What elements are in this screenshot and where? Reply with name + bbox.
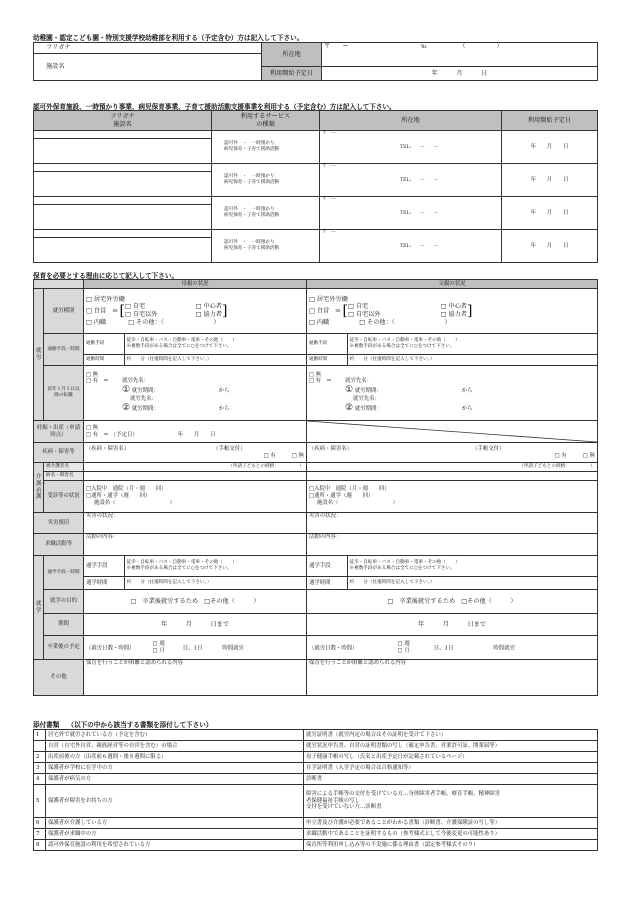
father-school-commute[interactable]: 通学手段 徒歩・自転車・バス・自動車・電車・その他（ ） ※複数手段がある場合は全てに○をつけて下さい。 通学時間 約 分（往復時間を記入して下さい。）: [307, 556, 598, 590]
father-care-name[interactable]: （申請子どもとの続柄： ）: [307, 463, 598, 472]
facility-name-field[interactable]: [34, 139, 212, 164]
service-type-choice[interactable]: 認可外 ・ 一時預かり 病児保育・子育て援助活動: [212, 197, 320, 230]
location-label: 所在地: [262, 43, 322, 67]
father-pregnancy-na: [307, 421, 598, 443]
h-furigana-name: フリガナ 施設名: [34, 111, 212, 131]
prior-work-label: 前年１月１日以降の転職: [44, 366, 84, 421]
attachment-row: 8 認可外保育施設の利用を希望されている方 保育所等利用申し込み等の不実施に係る理由書（認定参考様式その９）: [34, 840, 598, 851]
father-purpose[interactable]: □ 卒業後就労するため □その他（ ）: [307, 590, 598, 614]
start-date-field[interactable]: 年 月 日: [502, 164, 598, 197]
attachment-row: 7 保護者が求職中の方 求職活動中であることを証明するもの（参考様式として今後変更の可能性あり）: [34, 829, 598, 840]
others-label: その他: [34, 660, 84, 696]
mother-illness[interactable]: （疾病・障害名） （手帳交付） □ 有 □ 無: [84, 443, 307, 463]
service-type-choice[interactable]: 認可外 ・ 一時預かり 病児保育・子育て援助活動: [212, 230, 320, 263]
h-start: 利用開始予定日: [502, 111, 598, 131]
care-label: 介護・看護: [34, 463, 44, 513]
h-service: 利用するサービス の種類: [212, 111, 320, 131]
mother-care-name[interactable]: （申請子どもとの続柄： ）: [84, 463, 307, 472]
start-date-field[interactable]: 年 月 日: [502, 131, 598, 164]
attachments-title: 添付書類 （以下の中から該当する書類を添付して下さい）: [33, 721, 213, 729]
mother-commute[interactable]: 通勤手段 徒歩・自転車・バス・自動車・電車・その他（ ） ※複数手段がある場合は全てに○をつけて下さい。 通勤時間 約 分（往復時間を記入して下さい。）: [84, 334, 307, 366]
facility-name-field[interactable]: [34, 172, 212, 197]
father-care-status[interactable]: □入院中 通院（月・週 回） □通所・通学（週 回） 施設名（ ）: [307, 481, 598, 513]
father-commute[interactable]: 通勤手段 徒歩・自転車・バス・自動車・電車・その他（ ） ※複数手段がある場合は全てに○をつけて下さい。 通勤時間 約 分（往復時間を記入して下さい。）: [307, 334, 598, 366]
illness-label: 疾病・障害等: [34, 443, 84, 463]
father-illness[interactable]: （疾病・障害名） （手帳交付） □ 有 □ 無: [307, 443, 598, 463]
father-prior-work[interactable]: □ 無 □ 有 ⇒ 就労先名： ① 就労期間： から 就労先名： ② 就労期間： から: [307, 366, 598, 421]
father-others[interactable]: 保育を行うことが困難と認められる内容: [307, 660, 598, 696]
mother-prior-work[interactable]: □ 無 □ 有 ⇒ 就労先名： ① 就労期間： から 就労先名： ② 就労期間： から: [84, 366, 307, 421]
school-label: 就学: [34, 556, 44, 660]
attachment-row: 4 保護者が病気の方 診断書: [34, 774, 598, 785]
father-header: 父親の状況: [307, 280, 598, 289]
mother-care-disease[interactable]: [84, 472, 307, 481]
mother-care-status[interactable]: □入院中 通院（月・週 回） □通所・通学（週 回） 施設名（ ）: [84, 481, 307, 513]
reason-section-title: 保育を必要とする理由に応じて記入して下さい。: [33, 272, 179, 280]
start-date-field[interactable]: 年 月 日: [502, 230, 598, 263]
care-name-label: 被介護者名: [44, 463, 84, 472]
furigana-field[interactable]: [34, 197, 212, 205]
mother-disaster[interactable]: 災害の状況：: [84, 513, 307, 534]
furigana-field[interactable]: [34, 230, 212, 238]
disaster-label: 災害復旧: [34, 513, 84, 534]
attachments-table: [33, 729, 598, 851]
location-field[interactable]: 〒 ー TEL: ー ー: [320, 131, 502, 164]
start-date-field[interactable]: 年 月 日: [502, 197, 598, 230]
start-date-field[interactable]: 年 月 日: [322, 67, 598, 81]
work-type-label: 就労種別: [44, 289, 84, 334]
location-field[interactable]: [322, 43, 598, 67]
tel-paren: （ ）: [459, 43, 503, 50]
mother-work-type[interactable]: □ 居宅外労働 □ 自営 ⇒ [□ 自宅 □ 自宅以外□ 中心者 □ 協力者] □ 内職 □ その他：（ ）: [84, 289, 307, 334]
kindergarten-table: [33, 42, 598, 81]
attachment-row: 1 居宅外で就労されている方（予定を含む） 就労証明書（就労内定の場合はその証明を受けて下さい）: [34, 730, 598, 741]
work-label: 就労: [34, 289, 44, 421]
furigana-label: フリガナ: [34, 43, 262, 54]
postal-mark: 〒 ー: [324, 43, 349, 50]
unlicensed-row: [34, 131, 598, 164]
attachment-row: 自営（自宅外自営、親族経営等の自営を含む）の場合 就労状況申告書、自営の証明書類の写し（確定申告書、営業許可証、開業届等）: [34, 741, 598, 752]
mother-others[interactable]: 保育を行うことが困難と認められる内容: [84, 660, 307, 696]
father-after-grad[interactable]: （就労日数・時間）□ 週 □ 月 日、1日 時間就労: [307, 636, 598, 660]
unlicensed-section-title: 認可外保育施設、一時預かり事業、病児保育事業、子育て援助活動支援事業を利用する（予定含む）方は記入して下さい。: [33, 103, 396, 111]
mother-pregnancy[interactable]: □ 無 □ 有 ⇒ （予定日） 年 月 日: [84, 421, 307, 443]
father-disaster[interactable]: 災害の状況：: [307, 513, 598, 534]
father-period[interactable]: 年 月 日まで: [307, 614, 598, 636]
reason-table: [33, 279, 598, 696]
purpose-label: 就学の目的: [44, 590, 84, 614]
father-jobhunt[interactable]: 活動の内容：: [307, 534, 598, 556]
unlicensed-row: [34, 197, 598, 230]
mother-after-grad[interactable]: （就労日数・時間）□ 週 □ 月 日、1日 時間就労: [84, 636, 307, 660]
location-field[interactable]: 〒 ー TEL: ー ー: [320, 164, 502, 197]
location-field[interactable]: 〒 ー TEL: ー ー: [320, 230, 502, 263]
attachment-row: 3 保護者が学校に在学中の方 在学証明書（入学予定の場合は合格通知等）: [34, 763, 598, 774]
after-grad-label: 卒業後の予定: [44, 636, 84, 660]
kindergarten-section-title: 幼稚園・認定こども園・特別支援学校幼稚部を利用する（予定含む）方は記入して下さい。: [33, 34, 304, 42]
father-work-type[interactable]: □ 居宅外労働 □ 自営 ⇒ [□ 自宅 □ 自宅以外□ 中心者 □ 協力者] □ 内職 □ その他：（ ）: [307, 289, 598, 334]
attachment-row: 6 保護者が介護している方 申立書及び介護が必要であることがわかる書類（診断書、介護保険証の写し等）: [34, 818, 598, 829]
commute-label: 通勤手段・時間: [44, 334, 84, 366]
jobhunt-label: 求職活動等: [34, 534, 84, 556]
h-location: 所在地: [320, 111, 502, 131]
care-status-label: 受診等の状況: [44, 481, 84, 513]
facility-name-field[interactable]: [34, 54, 262, 81]
period-label: 期間: [44, 614, 84, 636]
facility-name-label: 施設名: [46, 63, 65, 71]
service-type-choice[interactable]: 認可外 ・ 一時預かり 病児保育・子育て援助活動: [212, 131, 320, 164]
facility-name-field[interactable]: [34, 238, 212, 263]
location-field[interactable]: 〒 ー TEL: ー ー: [320, 197, 502, 230]
school-commute-label: 通学手段・時間: [44, 556, 84, 590]
father-care-disease[interactable]: [307, 472, 598, 481]
facility-name-field[interactable]: [34, 205, 212, 230]
furigana-field[interactable]: [34, 131, 212, 139]
start-date-label: 利用開始予定日: [262, 67, 322, 81]
furigana-field[interactable]: [34, 164, 212, 172]
mother-school-commute[interactable]: 通学手段 徒歩・自転車・バス・自動車・電車・その他（ ） ※複数手段がある場合は全てに○をつけて下さい。 通学時間 約 分（往復時間を記入して下さい。）: [84, 556, 307, 590]
pregnancy-label: 妊娠・出産（申請時点）: [34, 421, 84, 443]
attachment-row: 2 出産前後の方（出産前６週間・後８週間に限る） 母子健康手帳の写し（氏名と出産予定日が記載されているページ）: [34, 752, 598, 763]
unlicensed-table: [33, 110, 598, 263]
attachment-row: 5 保護者が障害をお持ちの方 障害による手帳等の交付を受けている方…身体障害者手帳、療育手帳、精神障害 者保健福祉手帳の写し 交付を受けていない方…診断書: [34, 785, 598, 818]
service-type-choice[interactable]: 認可外 ・ 一時預かり 病児保育・子育て援助活動: [212, 164, 320, 197]
unlicensed-row: [34, 164, 598, 197]
mother-jobhunt[interactable]: 活動の内容：: [84, 534, 307, 556]
mother-period[interactable]: 年 月 日まで: [84, 614, 307, 636]
mother-purpose[interactable]: □ 卒業後就労するため □その他（ ）: [84, 590, 307, 614]
unlicensed-row: [34, 230, 598, 263]
care-disease-label: 病名・障害名: [44, 472, 84, 481]
mother-header: 母親の状況: [84, 280, 307, 289]
tel-mark: ℡: [420, 43, 428, 50]
